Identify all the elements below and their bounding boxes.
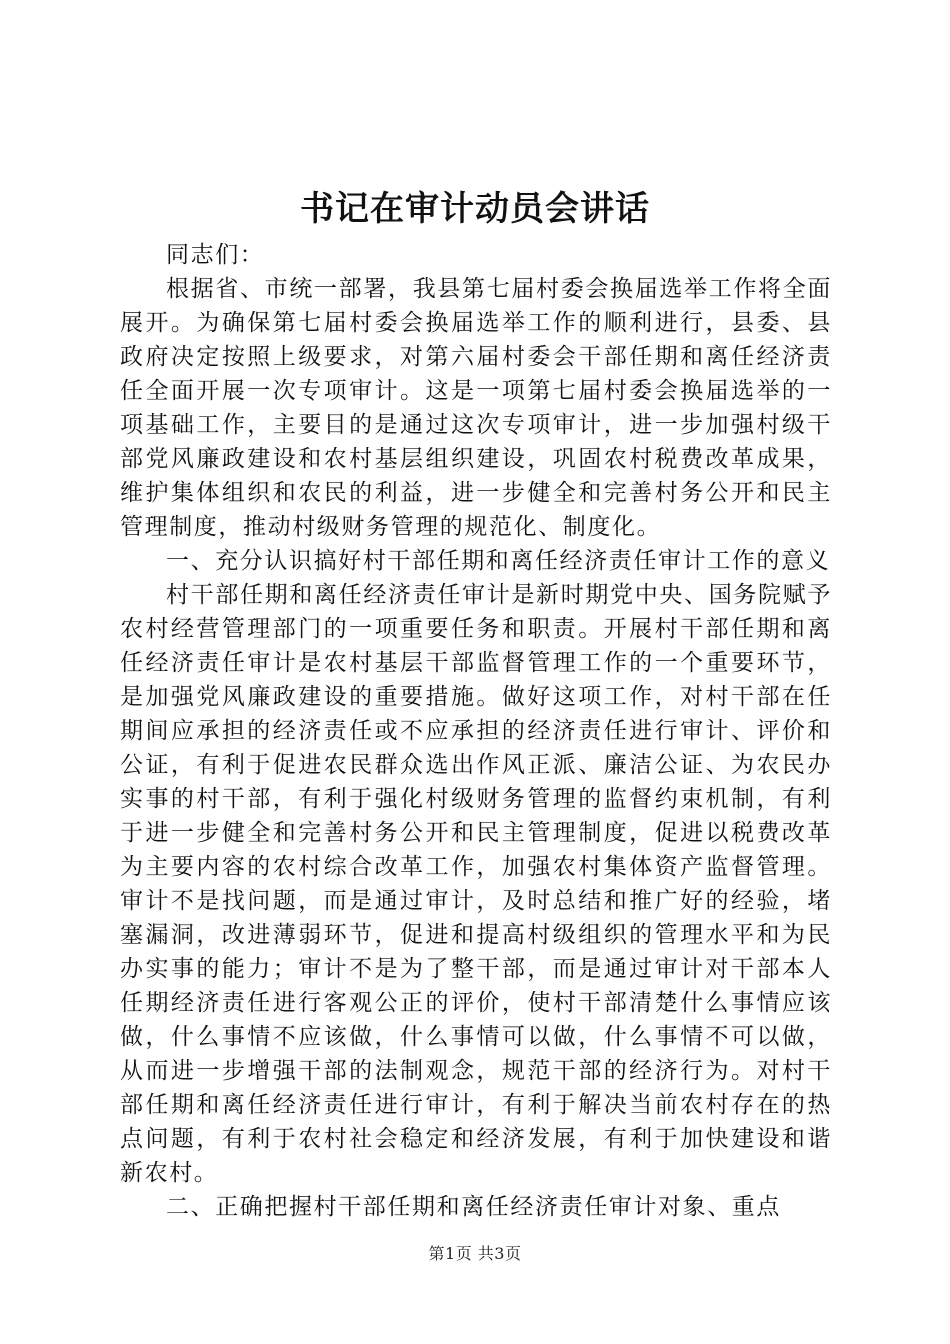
salutation: 同志们： xyxy=(166,242,265,268)
document-body xyxy=(120,238,832,1224)
document-title: 书记在审计动员会讲话 xyxy=(300,189,650,229)
section-heading-2: 二、正确把握村干部任期和离任经济责任审计对象、重点 xyxy=(166,1194,781,1220)
page-footer: 第1页 共3页 xyxy=(428,1244,522,1263)
paragraph-intro: 根据省、市统一部署，我县第七届村委会换届选举工作将全面展开。为确保第七届村委会换届选举工作的顺利进行，县委、县政府决定按照上级要求，对第六届村委会干部任期和离任经济责任全面开展一次专项审计。这是一项第七届村委会换届选举的一项基础工作，主要目的是通过这次专项审计，进一步加强村级干部党风廉政建设和农村基层组织建设，巩固农村税费改革成果，维护集体组织和农民的利益，进一步健全和完善村务公开和民主管理制度，推动村级财务管理的规范化、制度化。 xyxy=(120,276,832,540)
paragraph-section-1: 村干部任期和离任经济责任审计是新时期党中央、国务院赋予农村经营管理部门的一项重要任务和职责。开展村干部任期和离任经济责任审计是农村基层干部监督管理工作的一个重要环节，是加强党风廉政建设的重要措施。做好这项工作，对村干部在任期间应承担的经济责任或不应承担的经济责任进行审计、评价和公证，有利于促进农民群众选出作风正派、廉洁公证、为农民办实事的村干部，有利于强化村级财务管理的监督约束机制，有利于进一步健全和完善村务公开和民主管理制度，促进以税费改革为主要内容的农村综合改革工作，加强农村集体资产监督管理。审计不是找问题，而是通过审计，及时总结和推广好的经验，堵塞漏洞，改进薄弱环节，促进和提高村级组织的管理水平和为民办实事的能力；审计不是为了整干部，而是通过审计对干部本人任期经济责任进行客观公正的评价，使村干部清楚什么事情应该做，什么事情不应该做，什么事情可以做，什么事情不可以做，从而进一步增强干部的法制观念，规范干部的经济行为。对村干部任期和离任经济责任进行审计，有利于解决当前农村存在的热点问题，有利于农村社会稳定和经济发展，有利于加快建设和谐新农村。 xyxy=(120,582,832,1186)
section-heading-1: 一、充分认识搞好村干部任期和离任经济责任审计工作的意义 xyxy=(166,548,831,574)
